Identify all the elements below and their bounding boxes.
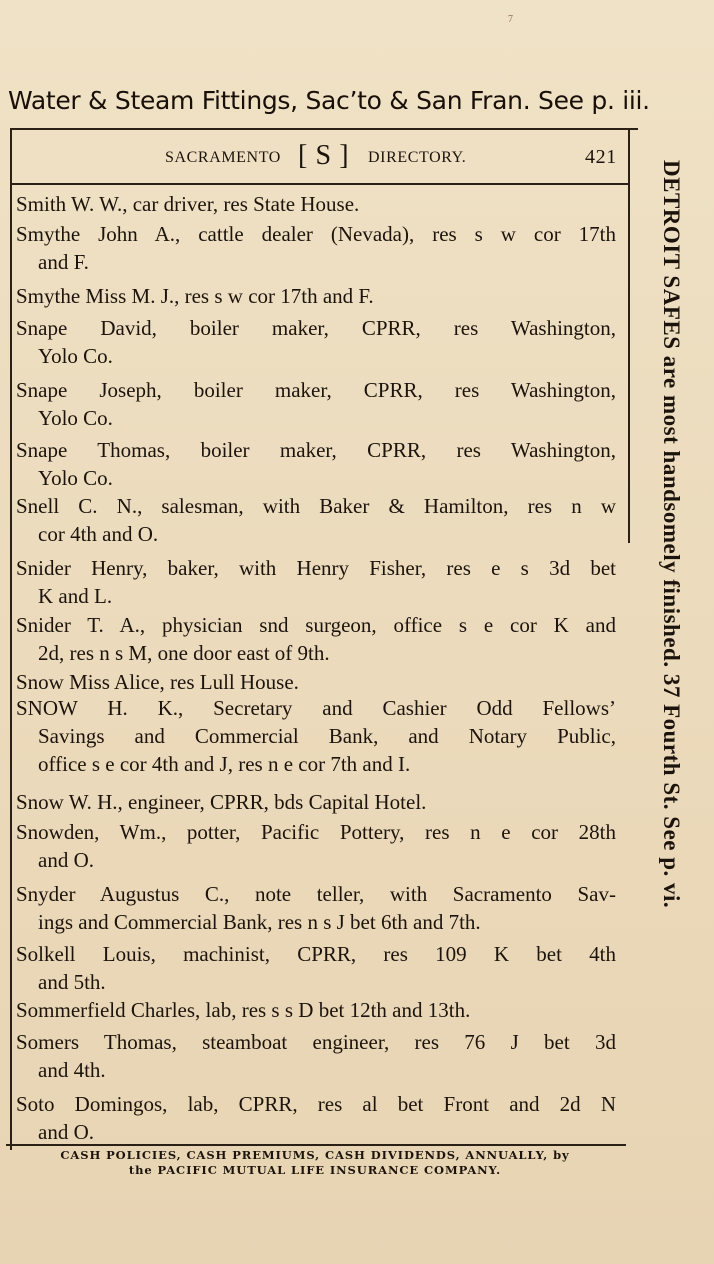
- running-head-directory: DIRECTORY.: [368, 149, 467, 166]
- top-advert-banner: Water & Steam Fittings, Sac’to & San Fran. See p. iii.: [8, 86, 650, 115]
- directory-entry: [16, 694, 616, 778]
- directory-entry: [16, 492, 616, 548]
- entry-continuation-line: 2d, res n s M, one door east of 9th.: [38, 641, 330, 665]
- directory-entry: [16, 554, 616, 610]
- side-advert-text: DETROIT SAFES are most handsomely finished. 37 Fourth St. See p. vi.: [659, 160, 684, 909]
- directory-entry: [16, 788, 616, 816]
- entry-line: Snider Henry, baker, with Henry Fisher, res e s 3d bet: [16, 556, 616, 580]
- running-head-letter: [ S ]: [298, 140, 350, 171]
- entry-line: Somers Thomas, steamboat engineer, res 76 J bet 3d: [16, 1030, 616, 1054]
- entry-line: Soto Domingos, lab, CPRR, res al bet Front and 2d N: [16, 1092, 616, 1116]
- directory-entry: [16, 282, 616, 310]
- page-number: 421: [585, 146, 617, 168]
- directory-entry: [16, 436, 616, 492]
- footer-advert: [10, 1148, 620, 1178]
- directory-entry: [16, 668, 616, 696]
- footer-rule: [6, 1144, 626, 1146]
- entry-line: Snow W. H., engineer, CPRR, bds Capital Hotel.: [16, 790, 427, 814]
- running-head: [165, 140, 625, 175]
- entry-continuation-line: cor 4th and O.: [38, 522, 159, 546]
- entry-line: Snider T. A., physician snd surgeon, office s e cor K and: [16, 613, 616, 637]
- entry-continuation-line: and 4th.: [38, 1058, 106, 1082]
- entry-line: Smythe Miss M. J., res s w cor 17th and F.: [16, 284, 374, 308]
- running-head-rule: [12, 183, 630, 185]
- directory-entry: [16, 376, 616, 432]
- side-advert: [628, 160, 688, 1120]
- entry-line: Snow Miss Alice, res Lull House.: [16, 670, 299, 694]
- entry-continuation-line: Yolo Co.: [38, 406, 113, 430]
- entry-continuation-line: Yolo Co.: [38, 344, 113, 368]
- entry-line: Smith W. W., car driver, res State House.: [16, 192, 360, 216]
- directory-entry: [16, 220, 616, 276]
- footer-line-2: the PACIFIC MUTUAL LIFE INSURANCE COMPANY.: [128, 1163, 502, 1177]
- directory-entry: [16, 818, 616, 874]
- entry-continuation-line: and O.: [38, 1120, 94, 1144]
- running-head-city: SACRAMENTO: [165, 149, 281, 166]
- entry-continuation-line: K and L.: [38, 584, 113, 608]
- entry-continuation-line: office s e cor 4th and J, res n e cor 7th and I.: [38, 752, 411, 776]
- entry-line: Snape David, boiler maker, CPRR, res Washington,: [16, 316, 616, 340]
- entry-continuation-line: and 5th.: [38, 970, 106, 994]
- entry-line: Snell C. N., salesman, with Baker & Hamilton, res n w: [16, 494, 616, 518]
- corner-mark: 7: [508, 14, 513, 25]
- entry-continuation-line: ings and Commercial Bank, res n s J bet 6th and 7th.: [38, 910, 481, 934]
- directory-entry: [16, 190, 616, 218]
- directory-entry: [16, 1028, 616, 1084]
- entry-line: Sommerfield Charles, lab, res s s D bet 12th and 13th.: [16, 998, 471, 1022]
- entry-line: Smythe John A., cattle dealer (Nevada), res s w cor 17th: [16, 222, 616, 246]
- directory-entry: [16, 1090, 616, 1146]
- directory-entry: [16, 314, 616, 370]
- directory-entry: [16, 940, 616, 996]
- footer-line-1: CASH POLICIES, CASH PREMIUMS, CASH DIVIDENDS, ANNUALLY, by: [60, 1148, 570, 1162]
- entry-continuation-line: Savings and Commercial Bank, and Notary Public,: [38, 724, 616, 748]
- entry-line: Snape Joseph, boiler maker, CPRR, res Washington,: [16, 378, 616, 402]
- directory-entry: [16, 996, 616, 1024]
- entry-line: SNOW H. K., Secretary and Cashier Odd Fellows’: [16, 696, 616, 720]
- directory-entry: [16, 880, 616, 936]
- entry-continuation-line: and F.: [38, 250, 89, 274]
- directory-entry: [16, 611, 616, 667]
- entry-line: Solkell Louis, machinist, CPRR, res 109 K bet 4th: [16, 942, 616, 966]
- entry-line: Snape Thomas, boiler maker, CPRR, res Washington,: [16, 438, 616, 462]
- entry-continuation-line: and O.: [38, 848, 94, 872]
- entry-line: Snyder Augustus C., note teller, with Sacramento Sav-: [16, 882, 616, 906]
- entry-continuation-line: Yolo Co.: [38, 466, 113, 490]
- entry-line: Snowden, Wm., potter, Pacific Pottery, res n e cor 28th: [16, 820, 616, 844]
